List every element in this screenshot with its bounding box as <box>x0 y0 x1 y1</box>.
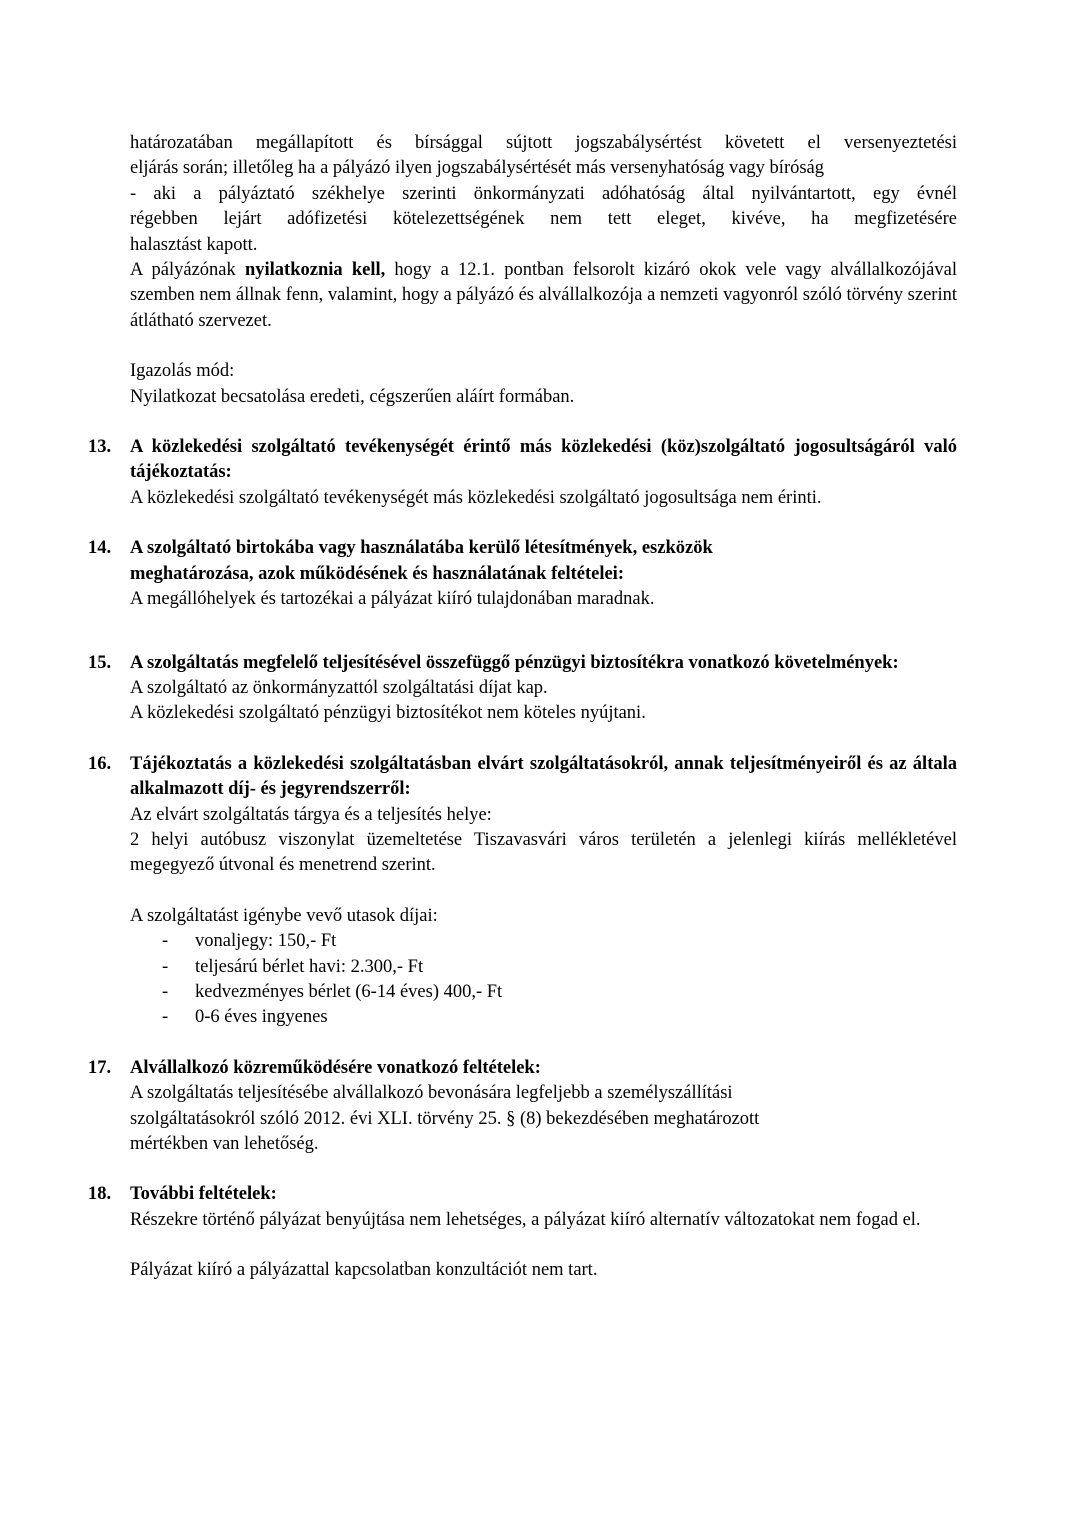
section-body: A közlekedési szolgáltató tevékenységét más közlekedési szolgáltató jogosultsága nem érinti. <box>130 487 822 508</box>
proof-label: Igazolás mód: <box>130 361 235 382</box>
list-item: - 0-6 éves ingyenes <box>162 1005 957 1030</box>
section-title: A szolgáltatás megfelelő teljesítésével összefüggő pénzügyi biztosítékra vonatkozó követelmények: <box>130 652 899 673</box>
section-title: További feltételek: <box>130 1184 277 1205</box>
document-page <box>88 131 957 1284</box>
fares-label: A szolgáltatást igénybe vevő utasok díjai: <box>130 905 438 926</box>
subject-label: Az elvárt szolgáltatás tárgya és a teljesítés helye: <box>130 804 492 825</box>
intro-line: - aki a pályáztató székhelye szerinti önkormányzati adóhatóság által nyilvántartott, egy évnél <box>130 183 957 204</box>
fares-list <box>130 929 957 1031</box>
section-title: Tájékoztatás a közlekedési szolgáltatásban elvárt szolgáltatásokról, annak teljesítményeiről és az általa alkalmazott díj- és jegyrendszerről: <box>130 753 957 800</box>
section-body: szolgáltatásokról szóló 2012. évi XLI. törvény 25. § (8) bekezdésében meghatározott <box>130 1108 760 1129</box>
intro-line: régebben lejárt adófizetési kötelezettségének nem tett eleget, kivéve, ha megfizetésére <box>130 209 957 230</box>
section-title: Alvállalkozó közreműködésére vonatkozó feltételek: <box>130 1057 541 1078</box>
section-body: A szolgáltató az önkormányzattól szolgáltatási díjat kap. <box>130 677 548 698</box>
section-number: 18. <box>88 1184 112 1205</box>
section-14 <box>88 536 957 612</box>
intro-paragraph <box>130 131 957 334</box>
section-17 <box>88 1056 957 1158</box>
section-number: 17. <box>88 1057 112 1078</box>
list-item: - vonaljegy: 150,- Ft <box>162 929 957 954</box>
section-number: 15. <box>88 652 112 673</box>
section-body: A megállóhelyek és tartozékai a pályázat kiíró tulajdonában maradnak. <box>130 589 655 610</box>
list-item: - teljesárú bérlet havi: 2.300,- Ft <box>162 955 957 980</box>
declaration-text: hogy a 12.1. pontban felsorolt kizáró okok vele vagy alvállalkozójával szemben nem állnak fenn, valamint, hogy a pályázó és alvállalkozója a nemzeti vagyonról szóló törvény szerint átlátható szervezet. <box>130 260 957 331</box>
section-title: A szolgáltató birtokába vagy használatába kerülő létesítmények, eszközök <box>130 538 713 559</box>
declaration-text: A pályázónak <box>130 260 245 281</box>
section-16 <box>88 752 957 1031</box>
section-body: A közlekedési szolgáltató pénzügyi biztosítékot nem köteles nyújtani. <box>130 703 646 724</box>
section-title: meghatározása, azok működésének és használatának feltételei: <box>130 563 624 584</box>
subject-text: 2 helyi autóbusz viszonylat üzemeltetése Tiszavasvári város területén a jelenlegi kiírás mellékletével megegyező útvonal és menetrend szerint. <box>130 829 957 876</box>
section-body: Pályázat kiíró a pályázattal kapcsolatban konzultációt nem tart. <box>130 1260 598 1281</box>
declaration-emphasis: nyilatkoznia kell, <box>244 260 386 281</box>
list-item: - kedvezményes bérlet (6-14 éves) 400,- Ft <box>162 980 957 1005</box>
section-13 <box>88 435 957 511</box>
section-number: 13. <box>88 437 112 458</box>
proof-text: Nyilatkozat becsatolása eredeti, cégszerűen aláírt formában. <box>130 386 575 407</box>
section-18 <box>88 1182 957 1283</box>
intro-line: halasztást kapott. <box>130 234 258 255</box>
intro-line: határozatában megállapított és bírsággal sújtott jogszabálysértést követett el versenyeztetési <box>130 133 957 153</box>
section-number: 16. <box>88 753 112 774</box>
intro-line: eljárás során; illetőleg ha a pályázó ilyen jogszabálysértését más versenyhatóság vagy bíróság <box>130 158 825 179</box>
section-number: 14. <box>88 538 112 559</box>
section-body: Részekre történő pályázat benyújtása nem lehetséges, a pályázat kiíró alternatív változatokat nem fogad el. <box>130 1209 921 1230</box>
section-15 <box>88 651 957 727</box>
section-body: mértékben van lehetőség. <box>130 1134 319 1154</box>
declaration-paragraph <box>130 258 957 334</box>
section-title: A közlekedési szolgáltató tevékenységét érintő más közlekedési (köz)szolgáltató jogosultságáról való tájékoztatás: <box>130 437 957 483</box>
section-body: A szolgáltatás teljesítésébe alvállalkozó bevonására legfeljebb a személyszállítási <box>130 1083 733 1104</box>
